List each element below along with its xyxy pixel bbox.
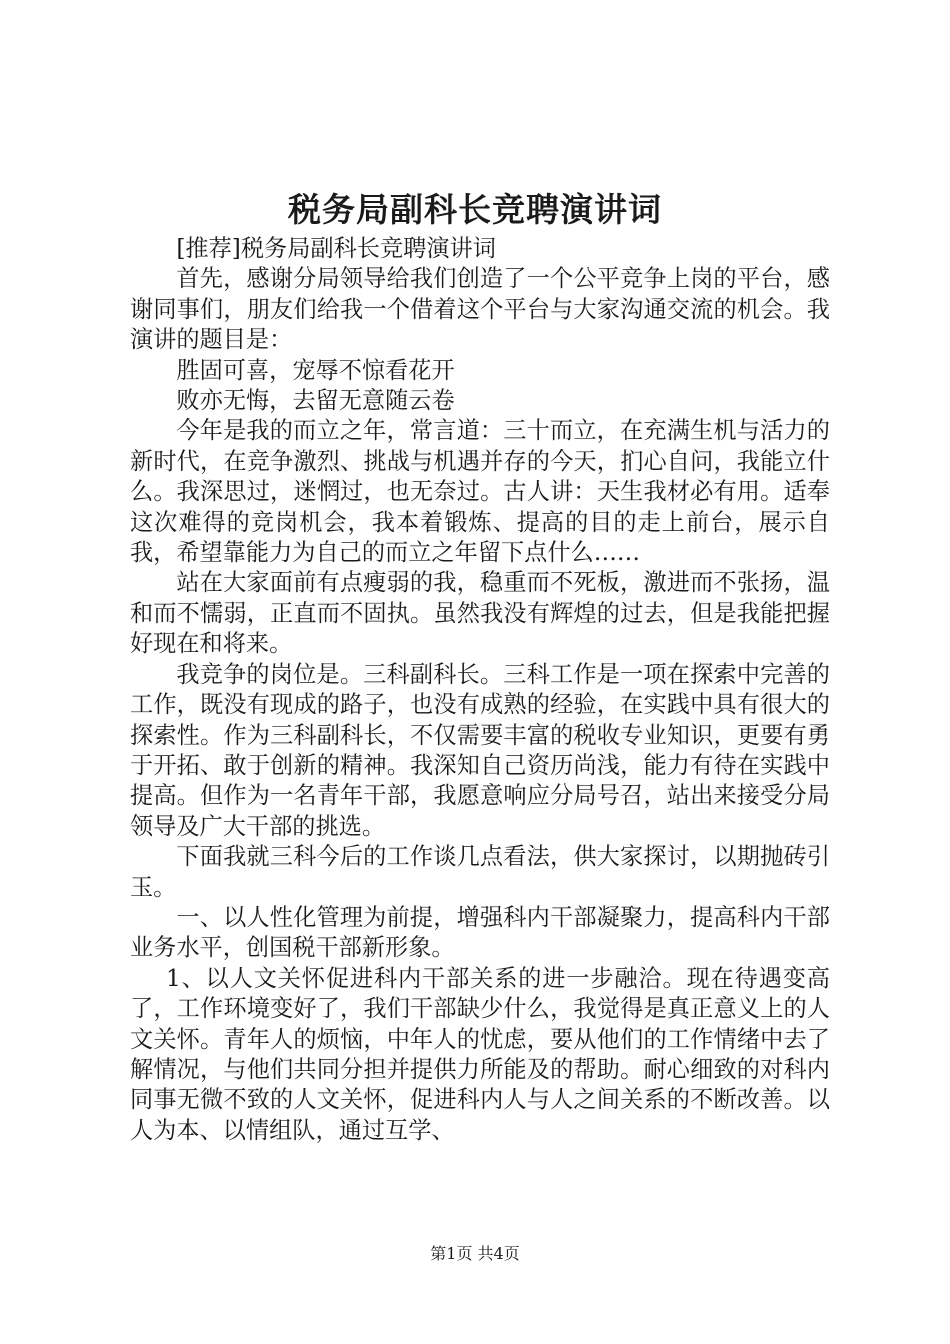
document-body bbox=[130, 234, 830, 1146]
paragraph: 今年是我的而立之年，常言道：三十而立，在充满生机与活力的新时代，在竞争激烈、挑战与机遇并存的今天，扪心自问，我能立什么。我深思过，迷惘过，也无奈过。古人讲：天生我材必有用。适奉这次难得的竞岗机会，我本着锻炼、提高的目的走上前台，展示自我，希望靠能力为自己的而立之年留下点什么…… bbox=[130, 417, 830, 567]
document-title: 税务局副科长竞聘演讲词 bbox=[288, 190, 662, 229]
paragraph: 我竞争的岗位是。三科副科长。三科工作是一项在探索中完善的工作，既没有现成的路子，也没有成熟的经验，在实践中具有很大的探索性。作为三科副科长，不仅需要丰富的税收专业知识，更要有勇于开拓、敢于创新的精神。我深知自己资历尚浅，能力有待在实践中提高。但作为一名青年干部，我愿意响应分局号召，站出来接受分局领导及广大干部的挑选。 bbox=[130, 660, 830, 840]
paragraph: 败亦无悔，去留无意随云卷 bbox=[176, 387, 455, 415]
page-footer: 第1页 共4页 bbox=[430, 1244, 520, 1263]
paragraph: 下面我就三科今后的工作谈几点看法，供大家探讨，以期抛砖引玉。 bbox=[130, 843, 830, 901]
paragraph: 1、以人文关怀促进科内干部关系的进一步融洽。现在待遇变高了，工作环境变好了，我们干部缺少什么，我觉得是真正意义上的人文关怀。青年人的烦恼，中年人的忧虑，要从他们的工作情绪中去了解情况，与他们共同分担并提供力所能及的帮助。耐心细致的对科内同事无微不致的人文关怀，促进科内人与人之间关系的不断改善。以人为本、以情组队，通过互学、 bbox=[130, 964, 830, 1144]
paragraph: 胜固可喜，宠辱不惊看花开 bbox=[176, 356, 455, 384]
paragraph: 首先，感谢分局领导给我们创造了一个公平竞争上岗的平台，感谢同事们，朋友们给我一个借着这个平台与大家沟通交流的机会。我演讲的题目是： bbox=[130, 265, 830, 354]
paragraph: 站在大家面前有点瘦弱的我，稳重而不死板，激进而不张扬，温和而不懦弱，正直而不固执。虽然我没有辉煌的过去，但是我能把握好现在和将来。 bbox=[130, 569, 830, 658]
paragraph: 一、以人性化管理为前提，增强科内干部凝聚力，提高科内干部业务水平，创国税干部新形象。 bbox=[130, 903, 830, 962]
paragraph: [推荐]税务局副科长竞聘演讲词 bbox=[176, 235, 496, 262]
